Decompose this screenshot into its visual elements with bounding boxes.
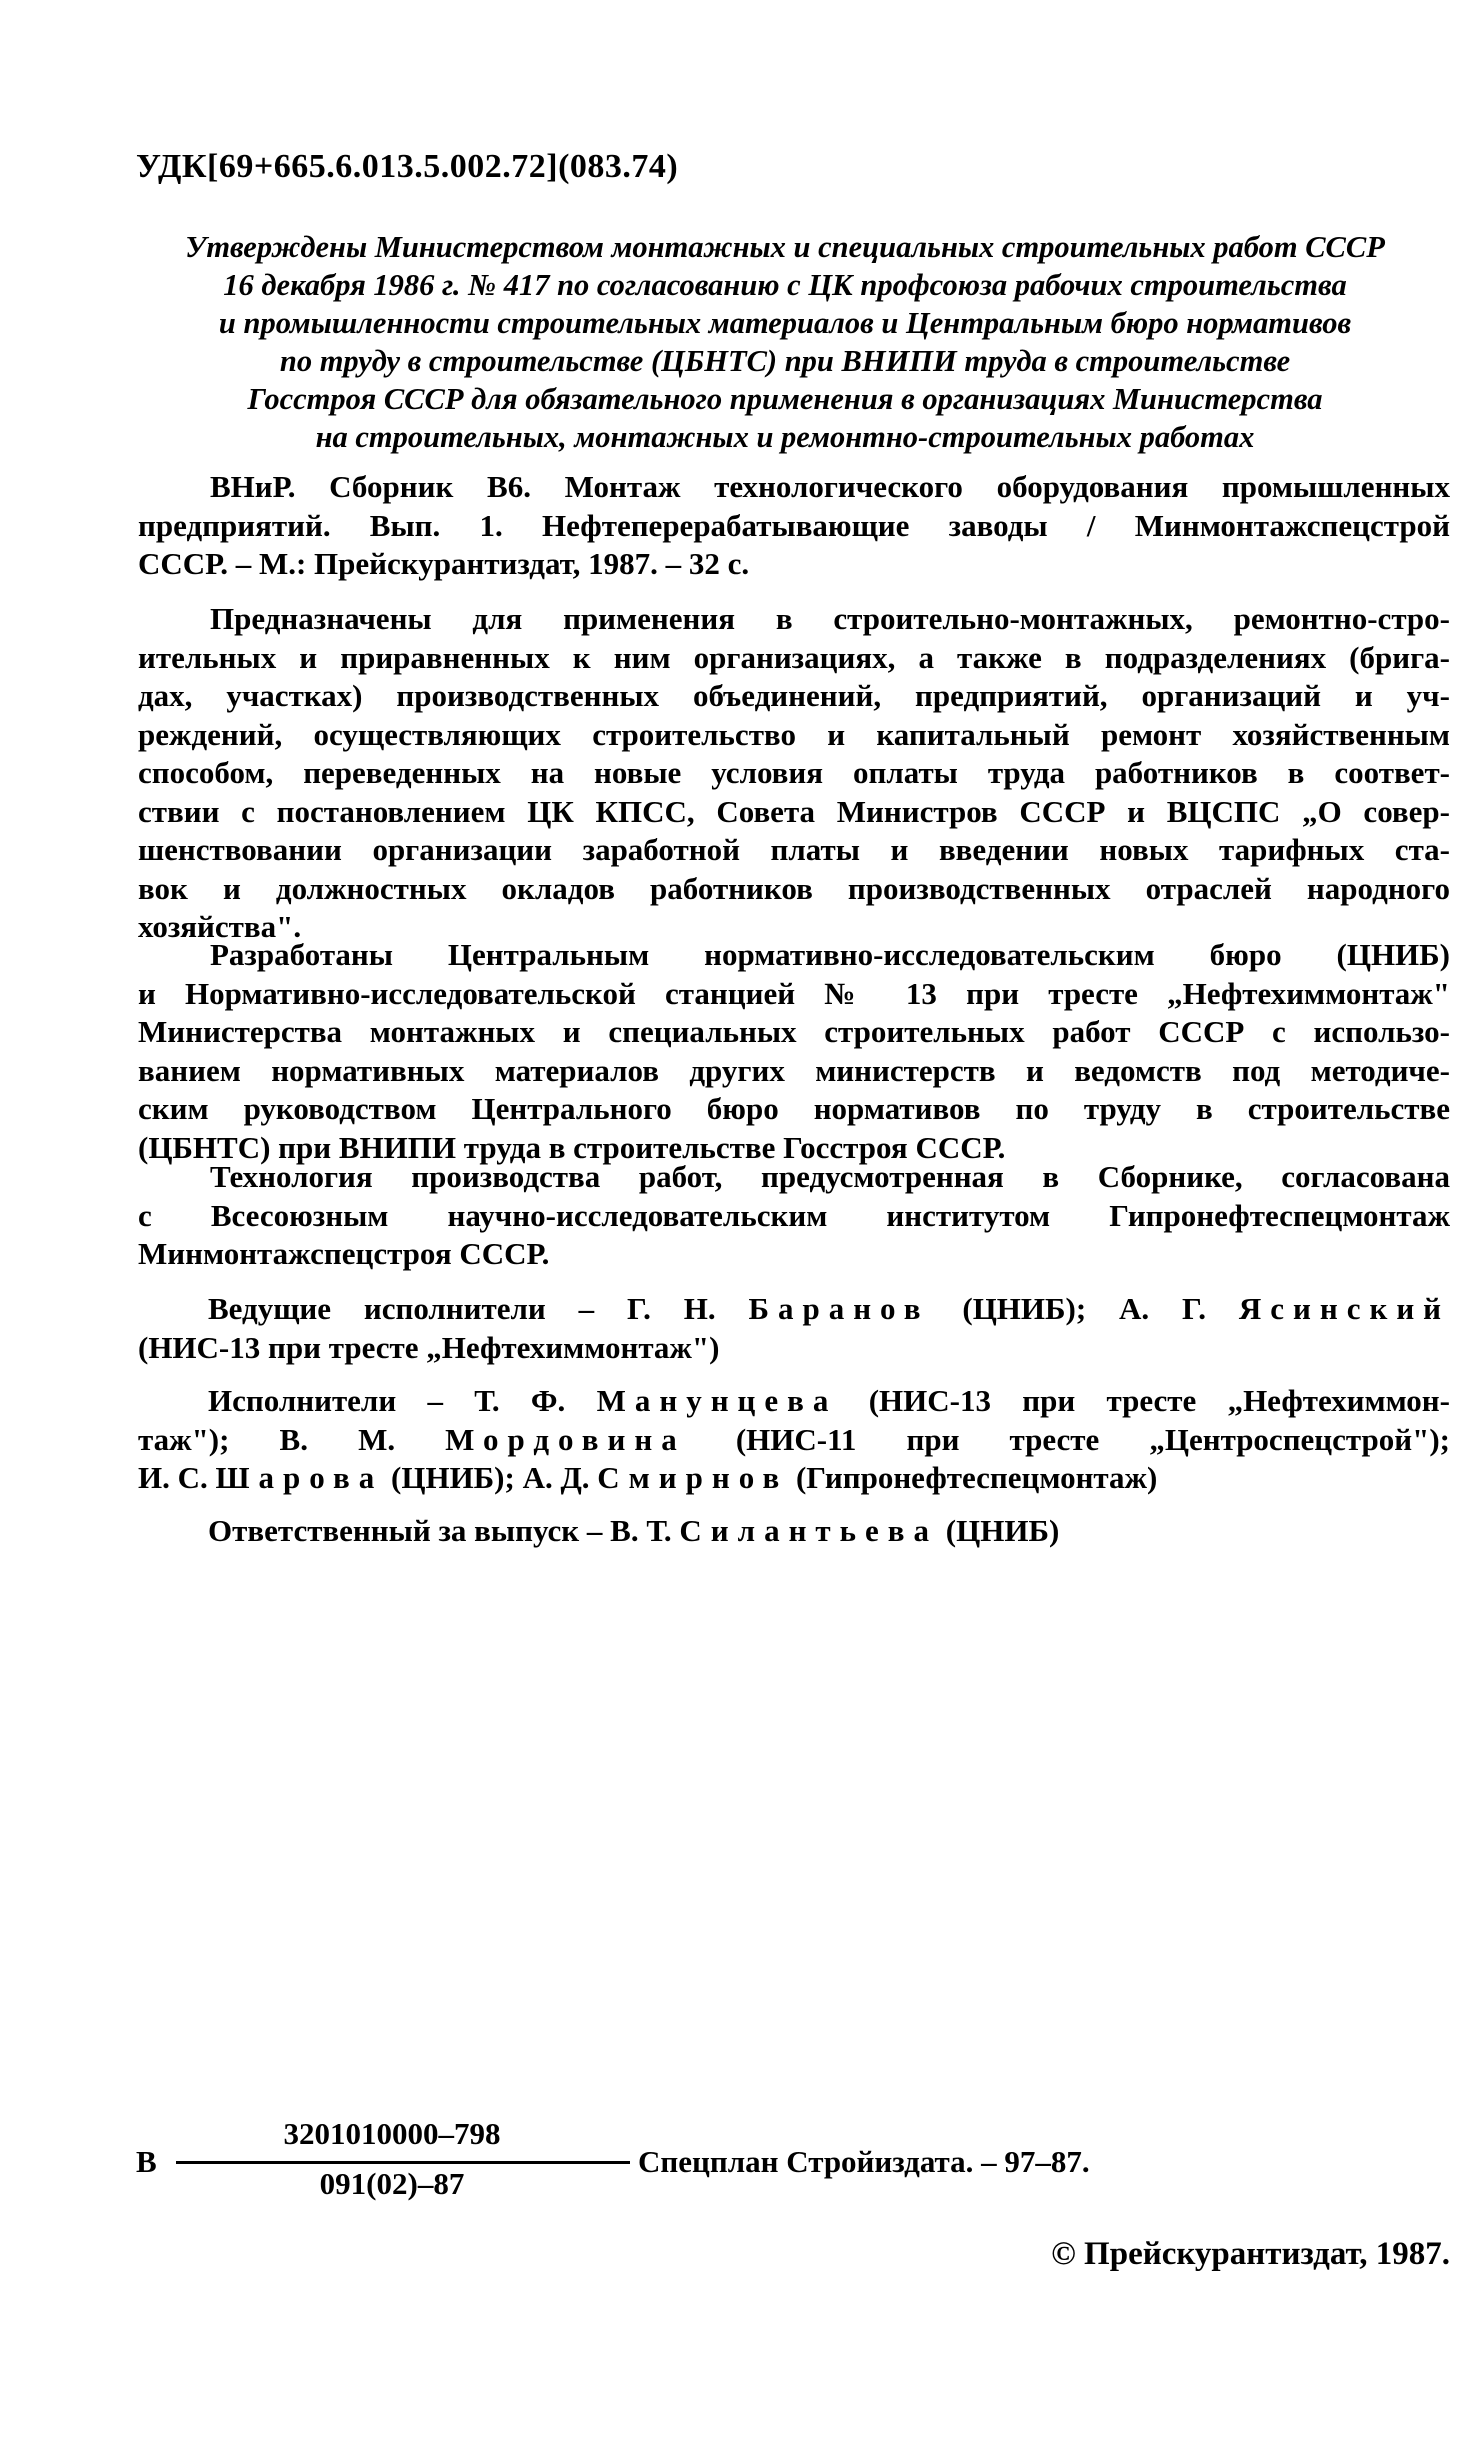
person-name: Мордовина — [445, 1421, 686, 1457]
person-name: Шарова — [215, 1460, 384, 1495]
executors-line — [138, 1459, 1450, 1498]
executors-line — [208, 1382, 1450, 1421]
responsible-editor — [208, 1512, 1450, 1551]
person-initials: В. Т. — [610, 1513, 672, 1548]
developers-line: (ЦБНТС) при ВНИПИ труда в строительстве Госстроя СССР. — [138, 1129, 1006, 1165]
approval-line: на строительных, монтажных и ремонтно-строительных работах — [315, 420, 1255, 454]
approval-line: Утверждены Министерством монтажных и специальных строительных работ СССР — [185, 230, 1385, 264]
developers-line: Разработаны Центральным нормативно-исследовательским бюро (ЦНИБ) — [210, 937, 1450, 972]
approval-line: 16 декабря 1986 г. № 417 по согласованию с ЦК профсоюза рабочих строительства — [223, 268, 1347, 302]
bibliography-line: ВНиР. Сборник В6. Монтаж технологического оборудования промышленных — [210, 469, 1450, 504]
approval-statement — [120, 228, 1450, 456]
person-initials: В. М. — [279, 1421, 396, 1457]
person-organization: (ЦНИБ); — [962, 1291, 1087, 1326]
bibliography-line: предприятий. Вып. 1. Нефтеперерабатывающие заводы / Минмонтажспецстрой — [138, 507, 1450, 543]
bibliography-line: СССР. – М.: Прейскурантиздат, 1987. – 32 с. — [138, 546, 750, 581]
lead-executors-continuation: (НИС-13 при тресте „Нефтехиммонтаж") — [138, 1329, 720, 1365]
developers-line: ским руководством Центрального бюро нормативов по труду в строительстве — [138, 1091, 1450, 1126]
executors — [138, 1382, 1450, 1498]
person-organization: (Гипронефтеспецмонтаж) — [795, 1460, 1158, 1495]
approval-line: по труду в строительстве (ЦБНТС) при ВНИПИ труда в строительстве — [279, 344, 1291, 378]
imprint-denominator: 091(02)–87 — [319, 2166, 465, 2201]
approval-line: и промышленности строительных материалов и Центральным бюро нормативов — [218, 306, 1352, 340]
developers-line: и Нормативно-исследовательской станцией № 13 при тресте „Нефтехиммонтаж" — [138, 975, 1450, 1011]
imprint-numerator: 3201010000–798 — [283, 2116, 501, 2151]
developers-line: ванием нормативных материалов других министерств и ведомств под методиче- — [138, 1052, 1450, 1088]
lead-executors-line — [208, 1290, 1450, 1329]
person-name: Смирнов — [597, 1460, 789, 1495]
technology-line: Минмонтажспецстроя СССР. — [138, 1236, 550, 1271]
person-name: Силантьева — [679, 1513, 939, 1548]
person-initials: Г. Н. — [626, 1291, 716, 1326]
person-organization: (ЦНИБ); — [391, 1460, 515, 1495]
person-initials: А. Г. — [1119, 1291, 1206, 1326]
executors-label: Исполнители – — [208, 1383, 443, 1418]
person-organization: (ЦНИБ) — [945, 1513, 1060, 1548]
purpose-line: Предназначены для применения в строительно-монтажных, ремонтно-стро- — [210, 601, 1450, 636]
responsible-line — [208, 1512, 1450, 1551]
purpose-line: способом, переведенных на новые условия оплаты труда работников в соответ- — [138, 755, 1450, 790]
purpose-line: ительных и приравненных к ним организациях, а также в подразделениях (брига- — [138, 639, 1450, 675]
person-name: Манунцева — [596, 1383, 838, 1418]
executors-line — [138, 1421, 1450, 1460]
purpose-line: дах, участках) производственных объединений, предприятий, организаций и уч- — [138, 678, 1450, 713]
purpose-line: ствии с постановлением ЦК КПСС, Совета Министров СССР и ВЦСПС „О совер- — [138, 793, 1450, 829]
person-initials: Т. Ф. — [474, 1383, 566, 1418]
copyright-notice: © Прейскурантиздат, 1987. — [1051, 2236, 1450, 2272]
person-initials: А. Д. — [522, 1460, 590, 1495]
imprint-letter: В — [136, 2144, 157, 2179]
person-organization: таж"); — [138, 1421, 230, 1457]
technology-paragraph — [138, 1158, 1450, 1274]
person-name: Ясинский — [1238, 1291, 1450, 1326]
person-initials: И. С. — [138, 1460, 208, 1495]
purpose-paragraph — [138, 600, 1450, 947]
lead-executors — [138, 1290, 1450, 1367]
purpose-line: шенствовании организации заработной платы и введении новых тарифных ста- — [138, 832, 1450, 867]
publication-imprint — [132, 2116, 1132, 2206]
developers-paragraph — [138, 936, 1450, 1167]
person-organization: (НИС-11 при тресте „Центроспецстрой"); — [735, 1421, 1450, 1457]
responsible-label: Ответственный за выпуск – — [208, 1513, 603, 1548]
purpose-line: реждений, осуществляющих строительство и капитальный ремонт хозяйственным — [138, 716, 1450, 752]
technology-line: с Всесоюзным научно-исследовательским институтом Гипронефтеспецмонтаж — [138, 1197, 1450, 1233]
purpose-line: вок и должностных окладов работников производственных отраслей народного — [138, 870, 1450, 906]
imprint-plan: Спецплан Стройиздата. – 97–87. — [638, 2144, 1090, 2179]
purpose-line: хозяйства". — [138, 909, 302, 944]
udc-code: УДК[69+665.6.013.5.002.72](083.74) — [136, 148, 679, 185]
person-organization: (НИС-13 при тресте „Нефтехиммон- — [868, 1383, 1450, 1418]
technology-line: Технология производства работ, предусмотренная в Сборнике, согласована — [210, 1159, 1450, 1194]
fraction-bar — [176, 2161, 630, 2164]
bibliographic-record — [138, 468, 1450, 584]
lead-executors-label: Ведущие исполнители – — [208, 1291, 595, 1326]
developers-line: Министерства монтажных и специальных строительных работ СССР с использо- — [138, 1014, 1450, 1049]
person-name: Баранов — [748, 1291, 930, 1326]
approval-line: Госстроя СССР для обязательного применения в организациях Министерства — [247, 382, 1323, 416]
